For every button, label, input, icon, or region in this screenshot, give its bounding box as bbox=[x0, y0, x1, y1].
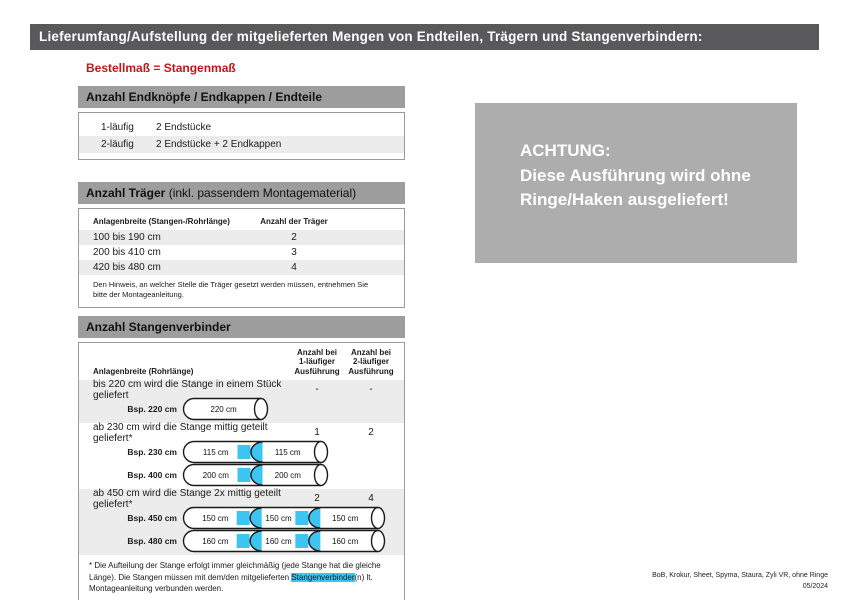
column-header-row bbox=[79, 348, 404, 380]
range-cell: 420 bis 480 cm bbox=[93, 262, 161, 273]
attention-box bbox=[475, 103, 797, 263]
footer bbox=[652, 571, 828, 592]
variant-label: 2-läufig bbox=[101, 139, 134, 150]
count-2-laeufig: - bbox=[369, 384, 373, 396]
count-2-laeufig: 2 bbox=[368, 427, 374, 439]
pipe-example-label: Bsp. 450 cm bbox=[127, 512, 177, 523]
range-cell: 100 bis 190 cm bbox=[93, 232, 161, 243]
svg-text:160 cm: 160 cm bbox=[202, 536, 229, 546]
footer-date: 05/2024 bbox=[802, 582, 828, 590]
attention-line: Diese Ausführung wird ohne bbox=[520, 165, 751, 185]
table-row bbox=[79, 119, 404, 136]
svg-text:115 cm: 115 cm bbox=[274, 447, 301, 457]
section-traeger bbox=[78, 182, 405, 308]
rod-diagram bbox=[182, 462, 330, 488]
count-1-laeufig: - bbox=[315, 384, 319, 396]
column-header-line: 1-läufiger bbox=[298, 357, 335, 367]
rod-group-description: bis 220 cm wird die Stange in einem Stück geliefert bbox=[93, 378, 282, 401]
count-1-laeufig: 2 bbox=[314, 493, 320, 505]
section-endpieces-header bbox=[78, 86, 405, 108]
column-header-count: Anzahl der Träger bbox=[260, 217, 328, 226]
table-row bbox=[79, 230, 404, 245]
rod-group bbox=[79, 423, 404, 489]
section-traeger-subtitle: (inkl. passendem Montagematerial) bbox=[165, 186, 357, 200]
svg-text:150 cm: 150 cm bbox=[202, 513, 229, 523]
section-verbinder-title: Anzahl Stangenverbinder bbox=[86, 320, 231, 334]
section-verbinder-table bbox=[78, 342, 405, 600]
count-cell: 4 bbox=[291, 262, 297, 273]
table-row bbox=[79, 136, 404, 153]
section-endpieces-table bbox=[78, 112, 405, 160]
rod-diagram bbox=[182, 396, 270, 422]
attention-line: ACHTUNG: bbox=[520, 141, 611, 160]
column-header-line: Ausführung bbox=[294, 366, 340, 376]
footnote bbox=[79, 555, 404, 600]
range-cell: 200 bis 410 cm bbox=[93, 247, 161, 258]
rod-group bbox=[79, 489, 404, 555]
rod-group-description: ab 230 cm wird die Stange mittig geteilt geliefert* bbox=[93, 421, 268, 444]
footnote-text: (n) lt. Montageanleitung verbunden werden. bbox=[89, 572, 373, 593]
section-endpieces-title: Anzahl Endknöpfe / Endkappen / Endteile bbox=[86, 90, 323, 104]
section-verbinder-header bbox=[78, 316, 405, 338]
variant-label: 1-läufig bbox=[101, 122, 134, 133]
table-row bbox=[79, 260, 404, 275]
section-traeger-title: Anzahl Träger bbox=[86, 186, 166, 200]
svg-text:150 cm: 150 cm bbox=[265, 513, 292, 523]
attention-line: Ringe/Haken ausgeliefert! bbox=[520, 190, 729, 210]
pipe-example-label: Bsp. 220 cm bbox=[127, 403, 177, 414]
svg-text:160 cm: 160 cm bbox=[332, 536, 359, 546]
order-size-note: Bestellmaß = Stangenmaß bbox=[86, 61, 236, 75]
section-endpieces bbox=[78, 86, 405, 160]
mounting-note: Den Hinweis, an welcher Stelle die Träger gesetzt werden müssen, entnehmen Sie bitte der Montageanleitung. bbox=[93, 280, 369, 300]
column-header-2-laeufig bbox=[344, 348, 398, 376]
column-header-line: Anzahl bei bbox=[296, 348, 337, 357]
section-traeger-table bbox=[78, 208, 405, 308]
page-title: Lieferumfang/Aufstellung der mitgelieferten Mengen von Endteilen, Trägern und Stangenverbindern: bbox=[30, 24, 819, 50]
pipe-example-label: Bsp. 230 cm bbox=[127, 446, 177, 457]
footnote-text: * Die Aufteilung der Stange erfolgt immer gleichmäßig (jede Stange hat die gleiche Länge). Die Stangen müssen mit dem/den mitgelieferten bbox=[89, 561, 381, 582]
column-header-line: Ausführung bbox=[348, 366, 394, 376]
section-verbinder bbox=[78, 316, 405, 600]
svg-text:160 cm: 160 cm bbox=[265, 536, 292, 546]
rod-group-description: ab 450 cm wird die Stange 2x mittig geteilt geliefert* bbox=[93, 487, 281, 510]
pipe-example-label: Bsp. 480 cm bbox=[127, 535, 177, 546]
pipe-row bbox=[79, 529, 404, 552]
count-2-laeufig: 4 bbox=[368, 493, 374, 505]
pipe-example-label: Bsp. 400 cm bbox=[127, 469, 177, 480]
count-cell: 2 bbox=[291, 232, 297, 243]
count-1-laeufig: 1 bbox=[314, 427, 320, 439]
pipe-row bbox=[79, 463, 404, 486]
footnote-highlight: Stangenverbinder bbox=[291, 572, 355, 582]
svg-text:150 cm: 150 cm bbox=[332, 513, 359, 523]
rod-diagram bbox=[182, 528, 387, 554]
svg-text:200 cm: 200 cm bbox=[202, 470, 229, 480]
svg-text:200 cm: 200 cm bbox=[274, 470, 301, 480]
column-header-1-laeufig bbox=[290, 348, 344, 376]
column-header-line: Anzahl bei bbox=[350, 348, 391, 357]
svg-text:220 cm: 220 cm bbox=[210, 404, 237, 414]
column-header-width: Anlagenbreite (Rohrlänge) bbox=[93, 367, 194, 377]
footer-products: BoB, Krokur, Sheet, Spyma, Staura, Zyli VR, ohne Ringe bbox=[652, 572, 828, 579]
variant-value: 2 Endstücke + 2 Endkappen bbox=[156, 139, 282, 150]
variant-value: 2 Endstücke bbox=[156, 122, 212, 133]
column-header-line: 2-läufiger bbox=[352, 357, 389, 367]
count-cell: 3 bbox=[291, 247, 297, 258]
rod-group bbox=[79, 380, 404, 423]
column-header-row bbox=[79, 215, 404, 230]
table-row bbox=[79, 245, 404, 260]
svg-text:115 cm: 115 cm bbox=[202, 447, 229, 457]
column-header-width: Anlagenbreite (Stangen-/Rohrlänge) bbox=[93, 217, 230, 226]
section-traeger-header bbox=[78, 182, 405, 204]
attention-text bbox=[475, 103, 797, 213]
